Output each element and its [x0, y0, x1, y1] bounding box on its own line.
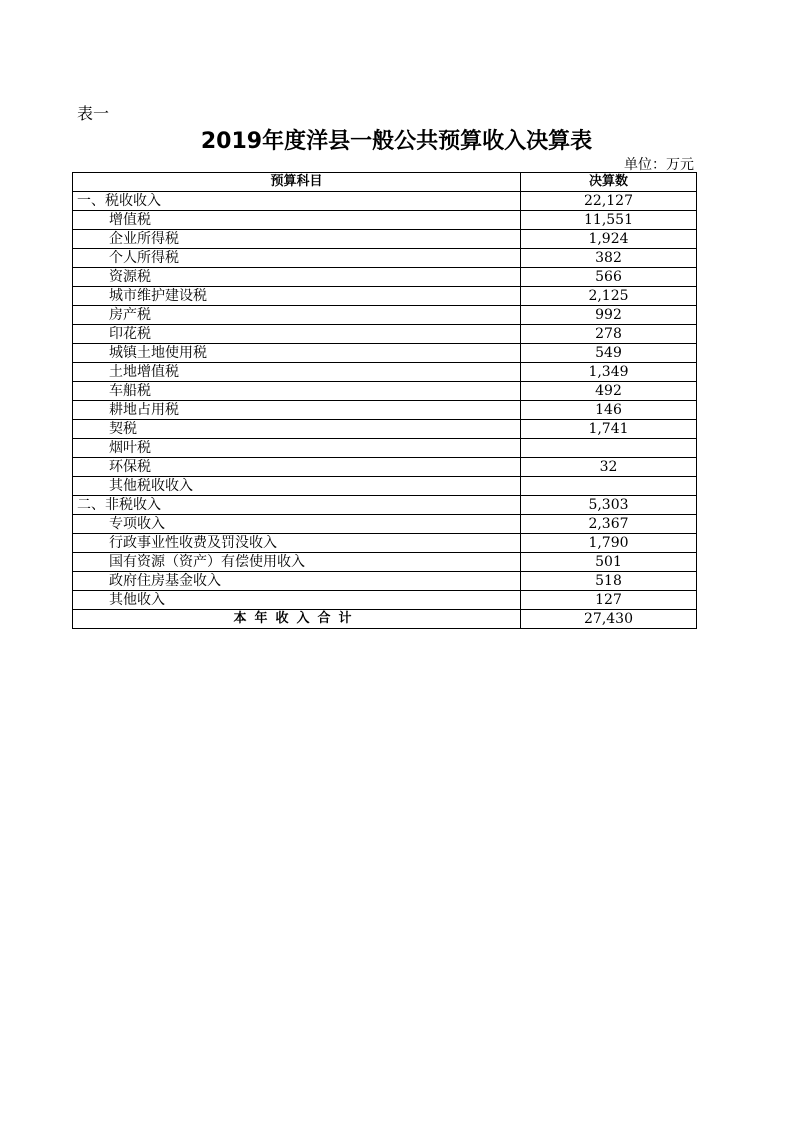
row-subject: 政府住房基金收入 [73, 572, 521, 591]
table-row [73, 287, 697, 306]
table-label: 表一 [77, 104, 110, 123]
row-subject: 行政事业性收费及罚没收入 [73, 534, 521, 553]
row-subject: 契税 [73, 420, 521, 439]
total-row [73, 610, 697, 629]
table-row [73, 591, 697, 610]
row-amount: 492 [521, 382, 697, 401]
row-subject: 烟叶税 [73, 439, 521, 458]
table-row [73, 515, 697, 534]
table-row [73, 268, 697, 287]
row-amount [521, 477, 697, 496]
header-amount: 决算数 [521, 173, 697, 192]
table-row [73, 401, 697, 420]
row-subject: 环保税 [73, 458, 521, 477]
row-amount: 1,741 [521, 420, 697, 439]
row-amount: 11,551 [521, 211, 697, 230]
row-subject: 资源税 [73, 268, 521, 287]
table-row [73, 496, 697, 515]
table-row [73, 306, 697, 325]
unit-label: 单位：万元 [624, 157, 694, 173]
row-amount: 2,367 [521, 515, 697, 534]
row-subject: 企业所得税 [73, 230, 521, 249]
row-amount: 566 [521, 268, 697, 287]
table-row [73, 572, 697, 591]
table-row [73, 382, 697, 401]
row-amount: 32 [521, 458, 697, 477]
row-amount: 127 [521, 591, 697, 610]
row-amount: 146 [521, 401, 697, 420]
row-amount [521, 439, 697, 458]
table-row [73, 458, 697, 477]
row-subject: 二、非税收入 [73, 496, 521, 515]
row-amount: 518 [521, 572, 697, 591]
row-subject: 国有资源（资产）有偿使用收入 [73, 553, 521, 572]
row-amount: 22,127 [521, 192, 697, 211]
row-subject: 土地增值税 [73, 363, 521, 382]
row-amount: 2,125 [521, 287, 697, 306]
table-row [73, 249, 697, 268]
table-header-row [73, 173, 697, 192]
row-subject: 车船税 [73, 382, 521, 401]
total-value: 27,430 [521, 610, 697, 629]
table-row [73, 553, 697, 572]
row-subject: 房产税 [73, 306, 521, 325]
table-row [73, 230, 697, 249]
table-row [73, 344, 697, 363]
row-subject: 耕地占用税 [73, 401, 521, 420]
row-subject: 城镇土地使用税 [73, 344, 521, 363]
row-amount: 1,924 [521, 230, 697, 249]
table-row [73, 534, 697, 553]
row-subject: 增值税 [73, 211, 521, 230]
row-amount: 382 [521, 249, 697, 268]
table-row [73, 420, 697, 439]
row-subject: 一、税收收入 [73, 192, 521, 211]
row-amount: 1,349 [521, 363, 697, 382]
row-subject: 个人所得税 [73, 249, 521, 268]
row-subject: 印花税 [73, 325, 521, 344]
page-title: 2019年度洋县一般公共预算收入决算表 [200, 129, 593, 154]
row-subject: 其他税收收入 [73, 477, 521, 496]
table-row [73, 363, 697, 382]
row-amount: 278 [521, 325, 697, 344]
table-row [73, 211, 697, 230]
table-row [73, 192, 697, 211]
header-subject: 预算科目 [73, 173, 521, 192]
row-amount: 501 [521, 553, 697, 572]
row-amount: 1,790 [521, 534, 697, 553]
row-subject: 城市维护建设税 [73, 287, 521, 306]
row-subject: 专项收入 [73, 515, 521, 534]
total-label: 本年收入合计 [73, 610, 521, 629]
table-row [73, 325, 697, 344]
row-amount: 992 [521, 306, 697, 325]
revenue-table [72, 172, 697, 629]
row-amount: 549 [521, 344, 697, 363]
row-subject: 其他收入 [73, 591, 521, 610]
table-row [73, 477, 697, 496]
row-amount: 5,303 [521, 496, 697, 515]
table-row [73, 439, 697, 458]
